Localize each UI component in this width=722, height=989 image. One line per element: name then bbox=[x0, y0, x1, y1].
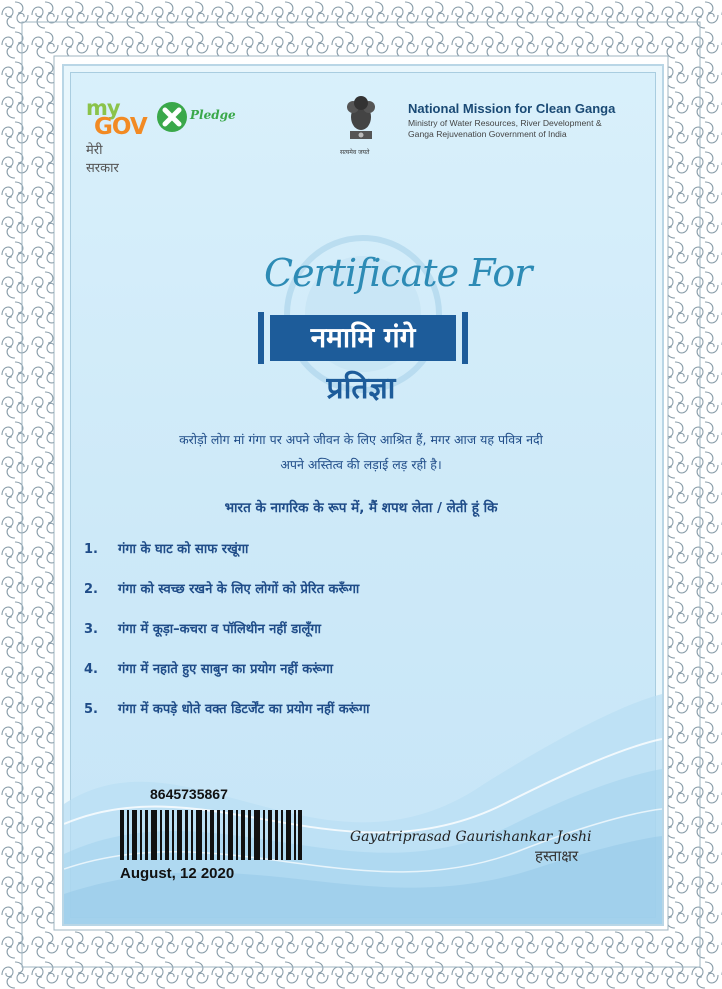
national-emblem-icon bbox=[344, 93, 378, 147]
banner-text: नमामि गंगे bbox=[270, 315, 456, 361]
certificate-subheading: प्रतिज्ञा bbox=[326, 371, 396, 406]
emblem-motto: सत्यमेव जयते bbox=[340, 149, 370, 156]
pledge-item bbox=[84, 619, 321, 637]
pledge-number: 4. bbox=[84, 662, 98, 677]
pledge-item bbox=[84, 699, 370, 717]
pledge-hand-icon bbox=[155, 100, 189, 134]
title-banner bbox=[258, 312, 468, 364]
certificate-code: 8645735867 bbox=[150, 786, 228, 802]
nmcg-title: National Mission for Clean Ganga bbox=[408, 101, 616, 116]
signature-label: हस्ताक्षर bbox=[535, 847, 579, 865]
pledge-text: गंगा में नहाते हुए साबुन का प्रयोग नहीं करूंगा bbox=[118, 662, 333, 677]
pledge-item bbox=[84, 539, 248, 557]
pledge-text: गंगा में कूड़ा–कचरा व पॉलिथीन नहीं डालूँगा bbox=[118, 622, 322, 637]
intro-line-2: अपने अस्तित्व की लड़ाई लड़ रही है। bbox=[280, 457, 442, 472]
certificate-date: August, 12 2020 bbox=[120, 865, 235, 882]
nmcg-subtitle-line2: Ganga Rejuvenation Government of India bbox=[408, 129, 567, 139]
pledge-text: गंगा के घाट को साफ रखूंगा bbox=[118, 542, 249, 557]
pledge-number: 2. bbox=[84, 582, 98, 597]
oath-line: भारत के नागरिक के रूप में, मैं शपथ लेता / लेती हूं कि bbox=[224, 500, 498, 516]
pledge-number: 5. bbox=[84, 702, 98, 717]
certificate-heading: Certificate For bbox=[264, 251, 532, 295]
barcode-icon bbox=[120, 810, 302, 860]
pledge-number: 1. bbox=[84, 542, 98, 557]
pledge-number: 3. bbox=[84, 622, 98, 637]
signature-name: Gayatriprasad Gaurishankar Joshi bbox=[350, 829, 592, 845]
mygov-gov-text: GOV bbox=[94, 114, 147, 140]
pledge-text: गंगा में कपड़े धोते वक्त डिटर्जेंट का प्रयोग नहीं करूंगा bbox=[118, 702, 370, 717]
intro-line-1: करोड़ो लोग मां गंगा पर अपने जीवन के लिए आश्रित हैं, मगर आज यह पवित्र नदी bbox=[179, 432, 543, 447]
pledge-text: गंगा को स्वच्छ रखने के लिए लोगों को प्रेरित करूँगा bbox=[118, 582, 360, 597]
nmcg-subtitle-line1: Ministry of Water Resources, River Development & bbox=[408, 118, 602, 128]
pledge-label: Pledge bbox=[190, 108, 236, 122]
mygov-my-text: my bbox=[86, 96, 120, 120]
mygov-hindi-text: मेरी सरकार bbox=[86, 143, 119, 176]
pledge-item bbox=[84, 659, 333, 677]
pledge-item bbox=[84, 579, 359, 597]
